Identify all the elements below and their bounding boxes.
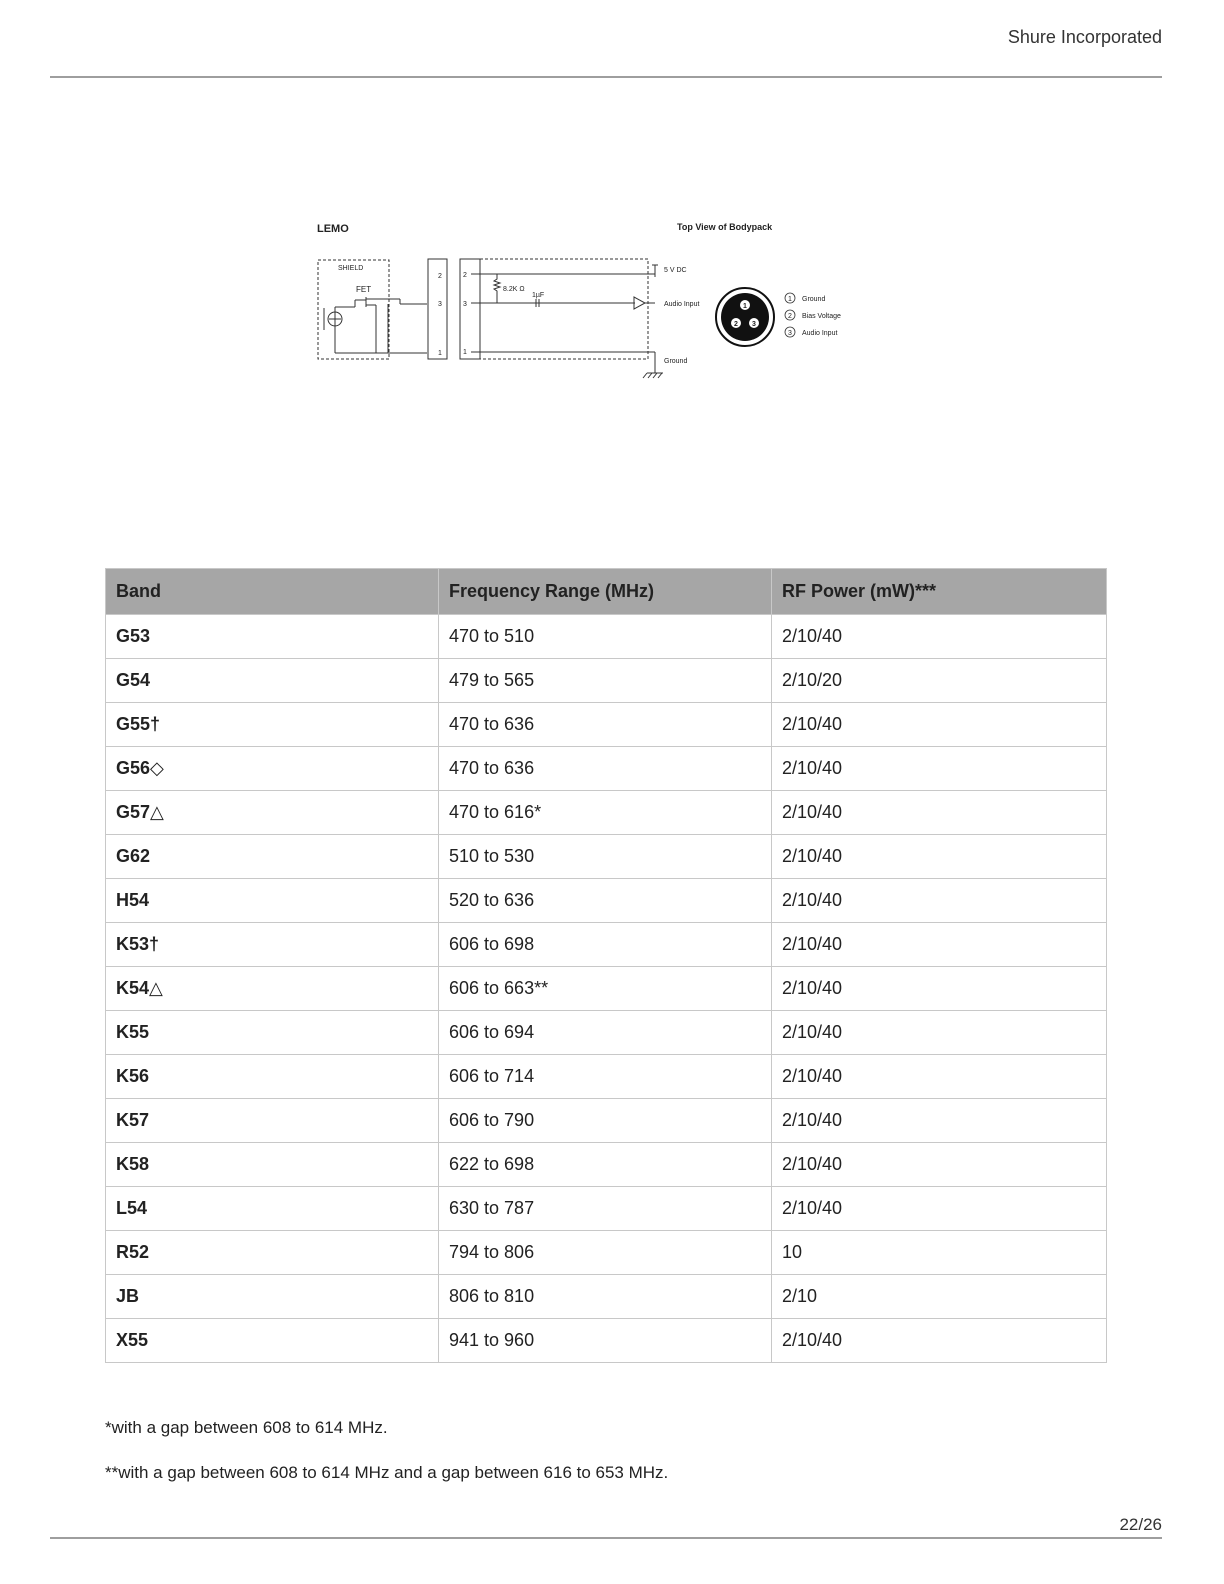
jack-pin-3-label: 3 (463, 301, 467, 308)
frequency-cell: 470 to 636 (439, 747, 772, 791)
connector-pin-1: 1 (743, 303, 747, 310)
band-cell: G55† (106, 703, 439, 747)
header-divider (50, 76, 1162, 78)
band-cell: G54 (106, 659, 439, 703)
legend-label-1: Ground (802, 296, 826, 303)
table-header-row (106, 569, 1107, 615)
rf-power-cell: 2/10/40 (772, 967, 1107, 1011)
frequency-cell: 470 to 636 (439, 703, 772, 747)
legend-label-3: Audio Input (802, 330, 838, 337)
band-column-header: Band (106, 569, 439, 615)
table-row (106, 1143, 1107, 1187)
wiring-diagram (300, 205, 880, 395)
capacitor-label: 1µF (532, 292, 545, 299)
frequency-cell: 606 to 663** (439, 967, 772, 1011)
rf-power-cell: 2/10/40 (772, 879, 1107, 923)
audio-input-label: Audio Input (664, 301, 700, 308)
band-cell: L54 (106, 1187, 439, 1231)
plug-pin-3-label: 3 (438, 301, 442, 308)
table-row (106, 615, 1107, 659)
frequency-cell: 520 to 636 (439, 879, 772, 923)
plug-pin-1-label: 1 (438, 350, 442, 357)
table-row (106, 1011, 1107, 1055)
rf-power-cell: 2/10/40 (772, 923, 1107, 967)
band-cell: X55 (106, 1319, 439, 1363)
legend-label-2: Bias Voltage (802, 313, 841, 320)
rf-power-cell: 2/10/40 (772, 747, 1107, 791)
frequency-cell: 622 to 698 (439, 1143, 772, 1187)
company-name: Shure Incorporated (1007, 27, 1162, 47)
rf-power-cell: 2/10/40 (772, 835, 1107, 879)
frequency-column-header: Frequency Range (MHz) (439, 569, 772, 615)
table-row (106, 923, 1107, 967)
table-row (106, 703, 1107, 747)
frequency-cell: 479 to 565 (439, 659, 772, 703)
connector-pin-2: 2 (734, 321, 738, 328)
frequency-cell: 941 to 960 (439, 1319, 772, 1363)
table-row (106, 1187, 1107, 1231)
rf-power-cell: 10 (772, 1231, 1107, 1275)
rf-power-cell: 2/10/40 (772, 1319, 1107, 1363)
ground-label: Ground (664, 358, 688, 365)
frequency-cell: 606 to 694 (439, 1011, 772, 1055)
band-cell: G62 (106, 835, 439, 879)
rf-power-cell: 2/10/40 (772, 791, 1107, 835)
band-cell: JB (106, 1275, 439, 1319)
table-row (106, 1319, 1107, 1363)
band-cell: K54△ (106, 967, 439, 1011)
band-cell: G57△ (106, 791, 439, 835)
table-row (106, 659, 1107, 703)
pin-legend (785, 293, 841, 337)
microphone-capsule-symbol (324, 308, 342, 330)
shield-box (318, 260, 389, 359)
frequency-cell: 606 to 790 (439, 1099, 772, 1143)
rf-power-column-header: RF Power (mW)*** (772, 569, 1107, 615)
band-cell: K58 (106, 1143, 439, 1187)
jack-pin-1-label: 1 (463, 349, 467, 356)
page-number: 22/26 (1119, 1515, 1162, 1534)
bodypack-connector-symbol (716, 288, 774, 346)
rf-power-cell: 2/10/40 (772, 1187, 1107, 1231)
band-cell: G56◇ (106, 747, 439, 791)
frequency-cell: 606 to 698 (439, 923, 772, 967)
frequency-cell: 630 to 787 (439, 1187, 772, 1231)
fet-symbol (335, 297, 427, 353)
frequency-cell: 606 to 714 (439, 1055, 772, 1099)
dc-voltage-label: 5 V DC (664, 267, 687, 274)
frequency-cell: 806 to 810 (439, 1275, 772, 1319)
table-row (106, 791, 1107, 835)
band-cell: R52 (106, 1231, 439, 1275)
band-cell: K56 (106, 1055, 439, 1099)
rf-power-cell: 2/10/20 (772, 659, 1107, 703)
shield-label: SHIELD (338, 265, 364, 272)
table-row (106, 967, 1107, 1011)
plug-pin-2-label: 2 (438, 273, 442, 280)
table-row (106, 835, 1107, 879)
legend-num-1: 1 (788, 296, 792, 303)
legend-num-3: 3 (788, 330, 792, 337)
rf-power-cell: 2/10/40 (772, 1055, 1107, 1099)
rf-power-cell: 2/10/40 (772, 1099, 1107, 1143)
band-cell: H54 (106, 879, 439, 923)
table-row (106, 1275, 1107, 1319)
band-cell: G53 (106, 615, 439, 659)
frequency-cell: 470 to 616* (439, 791, 772, 835)
band-cell: K57 (106, 1099, 439, 1143)
footnote-double-asterisk: **with a gap between 608 to 614 MHz and a gap between 616 to 653 MHz. (105, 1463, 669, 1482)
frequency-band-table (105, 568, 1107, 1363)
table-row (106, 1055, 1107, 1099)
table-row (106, 747, 1107, 791)
frequency-cell: 510 to 530 (439, 835, 772, 879)
rf-power-cell: 2/10 (772, 1275, 1107, 1319)
rf-power-cell: 2/10/40 (772, 1143, 1107, 1187)
bodypack-circuit-lines (471, 265, 663, 378)
frequency-cell: 470 to 510 (439, 615, 772, 659)
top-view-label: Top View of Bodypack (677, 222, 773, 232)
fet-label: FET (356, 285, 372, 294)
footnote-single-asterisk: *with a gap between 608 to 614 MHz. (105, 1418, 388, 1437)
rf-power-cell: 2/10/40 (772, 703, 1107, 747)
table-row (106, 1231, 1107, 1275)
band-cell: K55 (106, 1011, 439, 1055)
connector-pin-3: 3 (752, 321, 756, 328)
rf-power-cell: 2/10/40 (772, 615, 1107, 659)
table-row (106, 879, 1107, 923)
footer-divider (50, 1537, 1162, 1539)
table-row (106, 1099, 1107, 1143)
band-cell: K53† (106, 923, 439, 967)
frequency-cell: 794 to 806 (439, 1231, 772, 1275)
legend-num-2: 2 (788, 313, 792, 320)
jack-pin-2-label: 2 (463, 272, 467, 279)
lemo-label: LEMO (317, 223, 349, 235)
resistor-label: 8.2K Ω (503, 286, 525, 293)
rf-power-cell: 2/10/40 (772, 1011, 1107, 1055)
